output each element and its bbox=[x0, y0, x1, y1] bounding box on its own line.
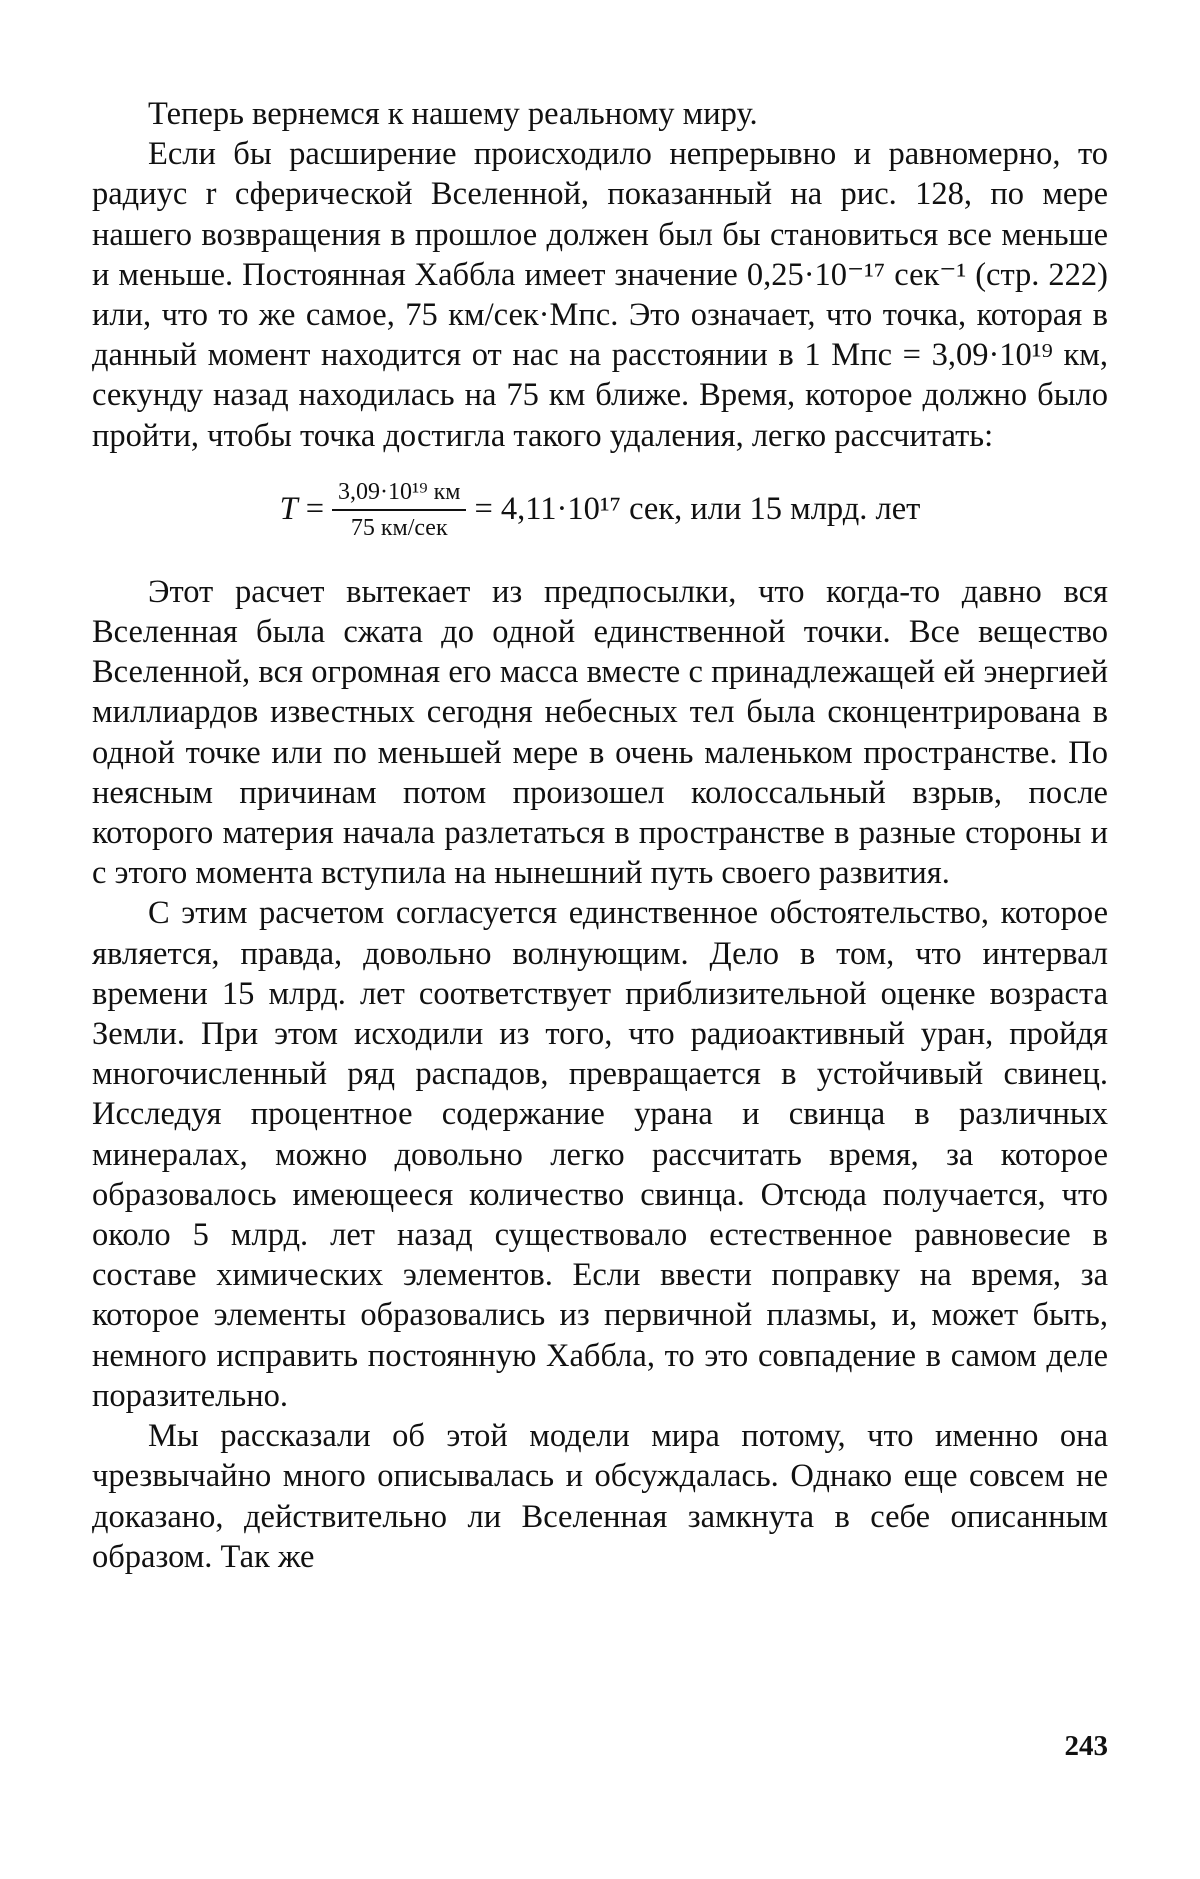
formula-lhs: T bbox=[279, 491, 298, 528]
paragraph-3: Этот расчет вытекает из предпосылки, что когда-то давно вся Вселенная была сжата до одной единственной точки. Все вещество Вселенной, вся огромная его масса вместе с принадлежащей ей энергией миллиардов известных сегодня небесных тел была сконцентрирована в одной точке или по меньшей мере в очень маленьком пространстве. По неясным причинам потом произошел колоссальный взрыв, после которого материя начала разлетаться в пространстве в разные стороны и с этого момента вступила на нынешний путь своего развития. bbox=[92, 573, 1108, 892]
paragraph-1: Теперь вернемся к нашему реальному миру. bbox=[148, 96, 758, 132]
page-number: 243 bbox=[1064, 1730, 1108, 1762]
formula-numerator: 3,09·10¹⁹ км bbox=[332, 477, 466, 511]
paragraph-5: Мы рассказали об этой модели мира потому, что именно она чрезвычайно много описывалась и обсуждалась. Однако еще совсем не доказано, действительно ли Вселенная замкнута в себе описанным образом. Так же bbox=[92, 1418, 1108, 1575]
formula-denominator: 75 км/сек bbox=[350, 514, 448, 541]
paragraph-2: Если бы расширение происходило непрерывно и равномерно, то радиус r сферической Вселенной, показанный на рис. 128, по мере нашего возвращения в прошлое должен был бы становиться все меньше и меньше. Постоянная Хаббла имеет значение 0,25·10⁻¹⁷ сек⁻¹ (стр. 222) или, что то же самое, 75 км/сек·Мпс. Это означает, что точка, которая в данный момент находится от нас на расстоянии в 1 Мпс = 3,09·10¹⁹ км, секунду назад находилась на 75 км ближе. Время, которое должно было пройти, чтобы точка достигла такого удаления, легко рассчитать: bbox=[92, 136, 1108, 454]
book-page bbox=[92, 94, 1108, 1577]
paragraph-4: С этим расчетом согласуется единственное обстоятельство, которое является, правда, довольно волнующим. Дело в том, что интервал времени 15 млрд. лет соответствует приблизительной оценке возраста Земли. При этом исходили из того, что радиоактивный уран, пройдя многочисленный ряд распадов, превращается в устойчивый свинец. Исследуя процентное содержание урана и свинца в различных минералах, можно довольно легко рассчитать время, за которое образовалось имеющееся количество свинца. Отсюда получается, что около 5 млрд. лет назад существовало естественное равновесие в составе химических элементов. Если ввести поправку на время, за которое элементы образовались из первичной плазмы, и, может быть, немного исправить постоянную Хаббла, то это совпадение в самом деле поразительно. bbox=[92, 895, 1108, 1414]
formula-fraction bbox=[332, 477, 466, 543]
formula bbox=[92, 466, 1108, 554]
formula-equals: = bbox=[305, 491, 325, 528]
formula-rhs: = 4,11·10¹⁷ сек, или 15 млрд. лет bbox=[474, 491, 921, 528]
